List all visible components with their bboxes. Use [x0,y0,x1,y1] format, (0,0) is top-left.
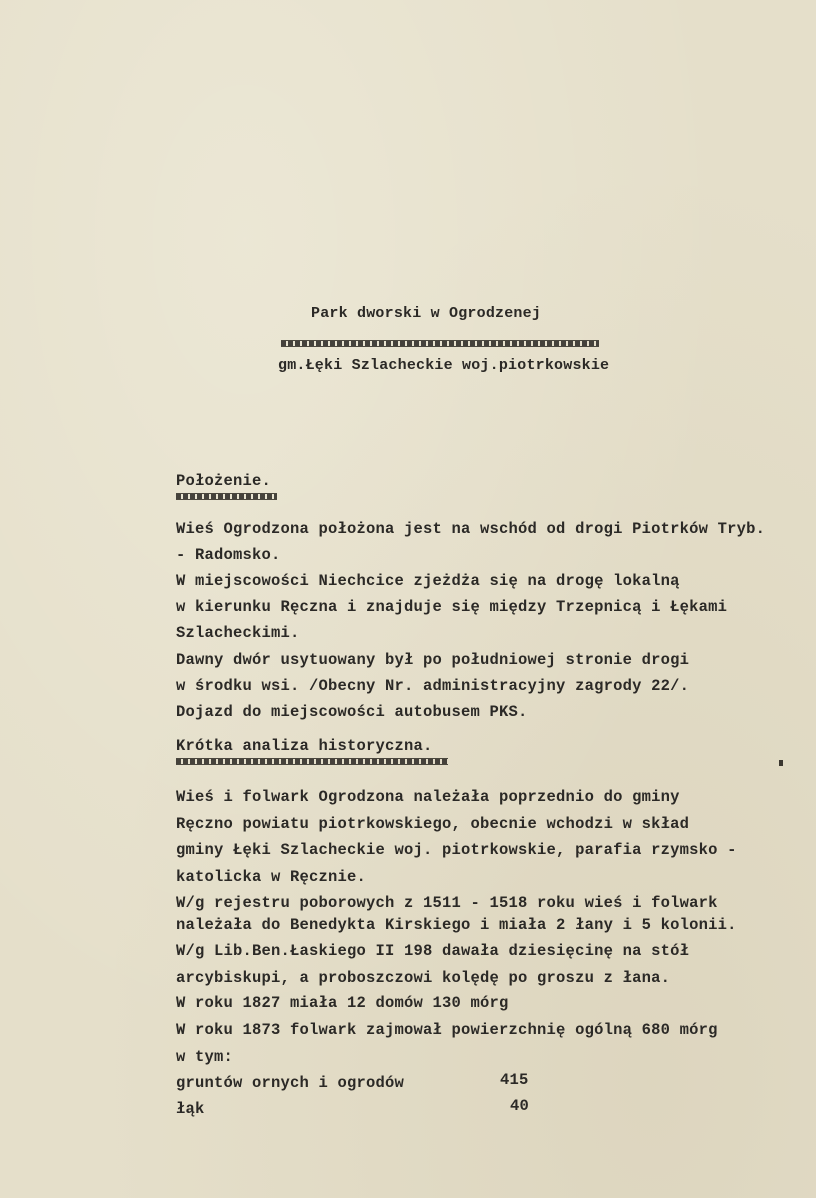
land-row-label: gruntów ornych i ogrodów [176,1074,405,1092]
analiza-line: należała do Benedykta Kirskiego i miała 2 łany i 5 kolonii. [176,916,737,934]
analiza-line: arcybiskupi, a proboszczowi kolędę po groszu z łana. [176,969,671,987]
land-row-label: łąk [176,1100,205,1118]
section-underline-analiza [176,758,448,765]
polozenie-line: Szlacheckimi. [176,624,300,642]
polozenie-line: - Radomsko. [176,546,281,564]
section-heading-polozenie: Położenie. [176,472,272,490]
analiza-line: W roku 1827 miała 12 domów 130 mórg [176,994,509,1012]
polozenie-line: W miejscowości Niechcice zjeżdża się na drogę lokalną [176,572,680,590]
section-underline-polozenie [176,493,277,500]
document-subtitle: gm.Łęki Szlacheckie woj.piotrkowskie [278,357,610,374]
land-row-value: 40 [510,1097,530,1115]
margin-mark [779,760,783,766]
document-title: Park dworski w Ogrodzenej [311,305,542,322]
polozenie-line: Dawny dwór usytuowany był po południowej stronie drogi [176,651,690,669]
analiza-line: W/g Lib.Ben.Łaskiego II 198 dawała dziesięcinę na stół [176,942,690,960]
analiza-line: katolicka w Ręcznie. [176,868,367,886]
analiza-line: Ręczno powiatu piotrkowskiego, obecnie wchodzi w skład [176,815,690,833]
title-double-underline [281,340,599,347]
analiza-line: W roku 1873 folwark zajmował powierzchnię ogólną 680 mórg [176,1021,718,1039]
analiza-line: Wieś i folwark Ogrodzona należała poprzednio do gminy [176,788,680,806]
polozenie-line: w środku wsi. /Obecny Nr. administracyjny zagrody 22/. [176,677,690,695]
analiza-line: W/g rejestru poborowych z 1511 - 1518 roku wieś i folwark [176,894,718,912]
analiza-line: w tym: [176,1048,234,1066]
polozenie-line: w kierunku Ręczna i znajduje się między Trzepnicą i Łękami [176,598,728,616]
analiza-line: gminy Łęki Szlacheckie woj. piotrkowskie, parafia rzymsko - [176,841,737,859]
polozenie-line: Dojazd do miejscowości autobusem PKS. [176,703,528,721]
land-row-value: 415 [500,1071,529,1089]
section-heading-analiza: Krótka analiza historyczna. [176,737,433,755]
polozenie-line: Wieś Ogrodzona położona jest na wschód od drogi Piotrków Tryb. [176,520,766,538]
